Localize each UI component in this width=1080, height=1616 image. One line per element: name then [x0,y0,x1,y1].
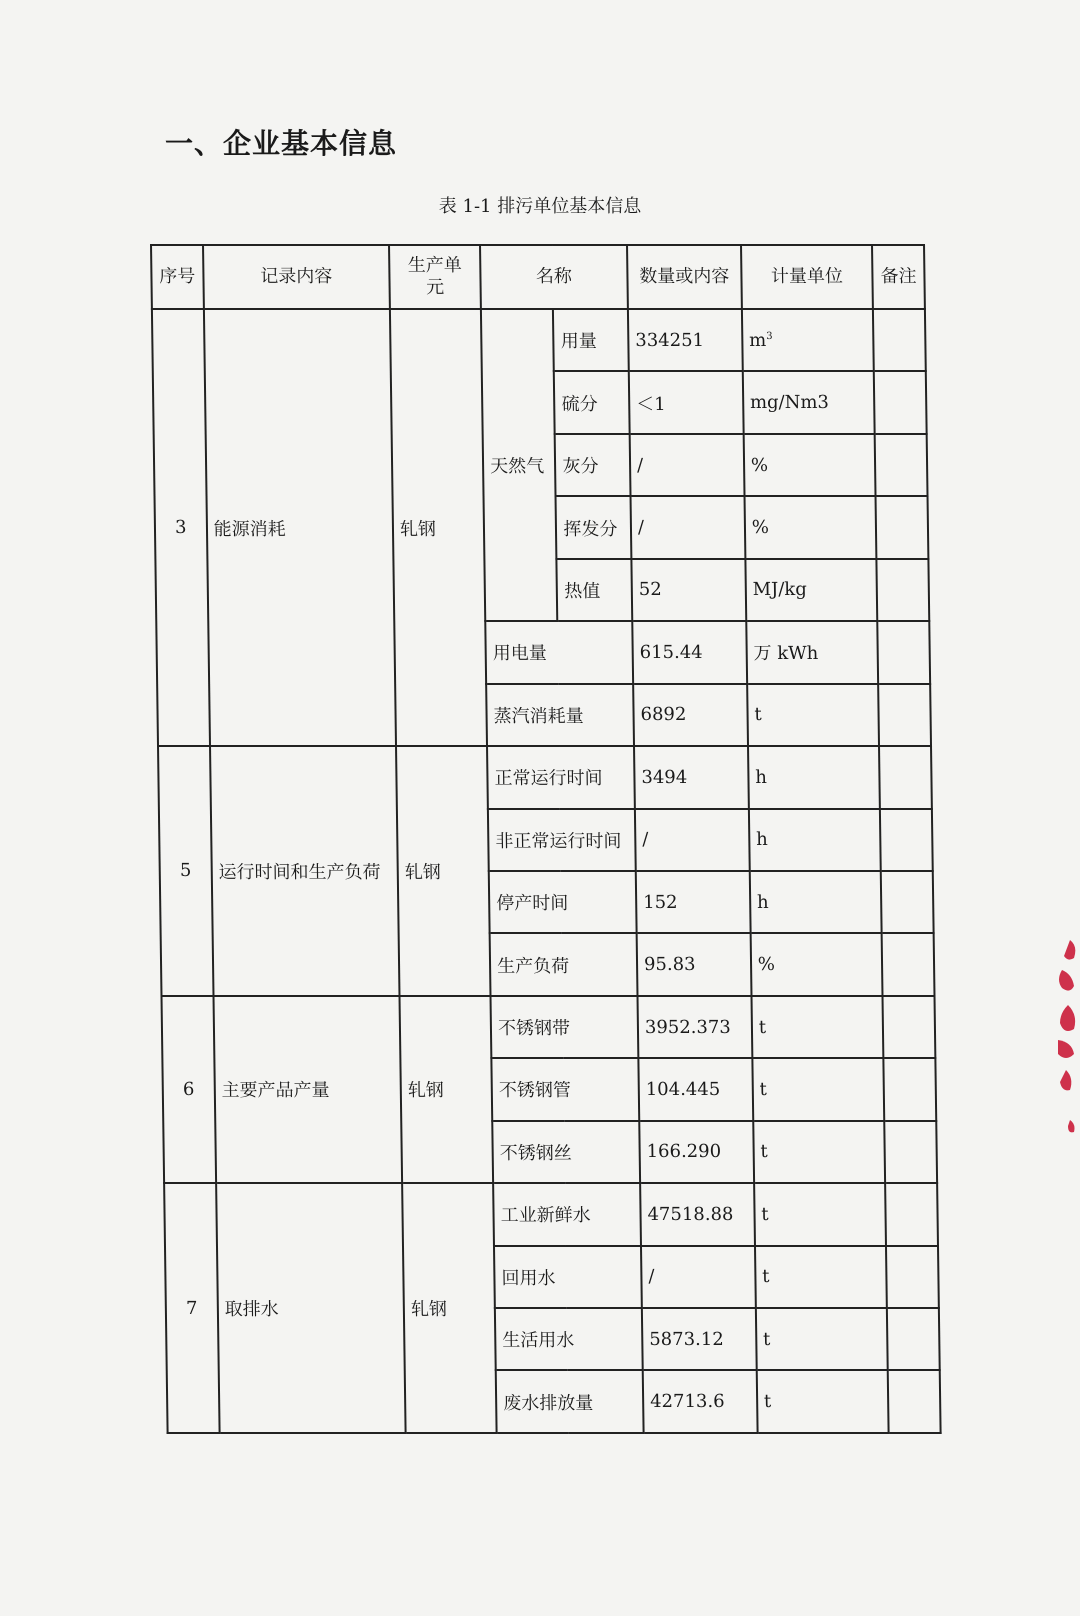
name-cell: 回用水 [494,1246,642,1308]
name-cell: 用量 [553,309,628,371]
unit-cell: 轧钢 [396,746,491,996]
name-cell: 不锈钢丝 [492,1121,640,1183]
remark-cell [879,746,932,808]
measure-unit-cell: t [754,1183,886,1245]
measure-unit-cell: % [750,933,882,995]
measure-unit-cell: t [753,1121,885,1183]
table-caption: 表 1-1 排污单位基本信息 [438,196,642,217]
table-row [158,746,932,808]
measure-unit-cell: h [748,746,880,808]
measure-unit-cell: mg/Nm3 [743,371,875,433]
name-cell: 工业新鲜水 [493,1183,641,1245]
name-cell: 灰分 [555,434,630,496]
name-cell: 硫分 [554,371,629,433]
value-cell: 95.83 [637,933,752,995]
header-seq: 序号 [151,245,204,309]
value-cell: 47518.88 [640,1183,755,1245]
measure-unit-cell: 万 kWh [746,621,878,683]
header-unit-line2: 元 [425,277,445,298]
content-cell: 主要产品产量 [213,996,402,1183]
header-unit-line1: 生产单 [407,255,462,276]
remark-cell [875,434,928,496]
name-cell: 蒸汽消耗量 [486,684,634,746]
content-cell: 能源消耗 [204,309,396,746]
remark-cell [887,1308,940,1370]
remark-cell [884,1058,937,1120]
value-cell: / [630,434,745,496]
natural-gas-cell: 天然气 [481,309,558,621]
remark-cell [888,1370,941,1433]
value-cell: / [630,496,745,558]
measure-unit-cell: h [749,809,881,871]
value-cell: / [641,1246,756,1308]
remark-cell [885,1183,938,1245]
name-cell: 停产时间 [489,871,637,933]
remark-cell [882,933,935,995]
remark-cell [876,496,929,558]
seq-cell: 3 [152,309,210,746]
value-cell: / [635,809,750,871]
header-measure-unit: 计量单位 [741,245,873,309]
name-cell: 不锈钢带 [491,996,639,1058]
content-cell: 取排水 [216,1183,406,1433]
name-cell: 挥发分 [556,496,631,558]
header-value: 数量或内容 [627,245,742,309]
unit-cell: 轧钢 [390,309,487,746]
header-content: 记录内容 [203,245,390,309]
name-cell: 生产负荷 [490,933,638,995]
measure-unit-cell: % [743,434,875,496]
measure-unit-cell: t [752,1058,884,1120]
table-row [161,996,935,1058]
value-cell: 615.44 [632,621,747,683]
unit-superscript: 3 [766,330,773,342]
measure-unit-cell: t [755,1246,887,1308]
remark-cell [886,1246,939,1308]
remark-cell [874,371,927,433]
name-cell: 热值 [557,559,632,621]
value-cell: 152 [636,871,751,933]
seal-stamp-fragment [1040,930,1080,1180]
value-cell: 104.445 [638,1058,753,1120]
name-cell: 生活用水 [495,1308,643,1370]
content-cell: 运行时间和生产负荷 [210,746,400,996]
table-row [164,1183,938,1245]
name-cell: 不锈钢管 [491,1058,639,1120]
remark-cell [878,684,931,746]
measure-unit-cell: t [751,996,883,1058]
remark-cell [884,1121,937,1183]
unit-base: m [748,329,767,351]
remark-cell [881,871,934,933]
remark-cell [877,621,930,683]
measure-unit-cell [742,309,874,371]
table-row [152,309,926,371]
value-cell: ＜1 [629,371,744,433]
header-remark: 备注 [872,245,925,309]
unit-cell: 轧钢 [402,1183,497,1433]
measure-unit-cell: t [747,684,879,746]
measure-unit-cell: t [757,1370,889,1433]
basic-info-table [150,244,942,1434]
name-cell: 非正常运行时间 [488,809,636,871]
value-cell: 42713.6 [643,1370,758,1433]
value-cell: 3494 [634,746,749,808]
value-cell: 6892 [633,684,748,746]
header-unit [389,245,481,309]
value-cell: 5873.12 [642,1308,757,1370]
value-cell: 166.290 [639,1121,754,1183]
remark-cell [873,309,926,371]
measure-unit-cell: t [756,1308,888,1370]
seq-cell: 5 [158,746,213,996]
remark-cell [883,996,936,1058]
header-name: 名称 [480,245,628,309]
measure-unit-cell: h [750,871,882,933]
remark-cell [877,559,930,621]
name-cell: 正常运行时间 [487,746,635,808]
name-cell: 用电量 [485,621,633,683]
value-cell: 3952.373 [637,996,752,1058]
name-cell: 废水排放量 [496,1370,644,1433]
section-heading: 一、企业基本信息 [165,127,398,160]
value-cell: 334251 [628,309,743,371]
remark-cell [880,809,933,871]
seq-cell: 7 [164,1183,219,1433]
value-cell: 52 [631,559,746,621]
unit-cell: 轧钢 [399,996,493,1183]
table-header-row [151,245,925,309]
measure-unit-cell: % [744,496,876,558]
measure-unit-cell: MJ/kg [745,559,877,621]
seq-cell: 6 [161,996,215,1183]
